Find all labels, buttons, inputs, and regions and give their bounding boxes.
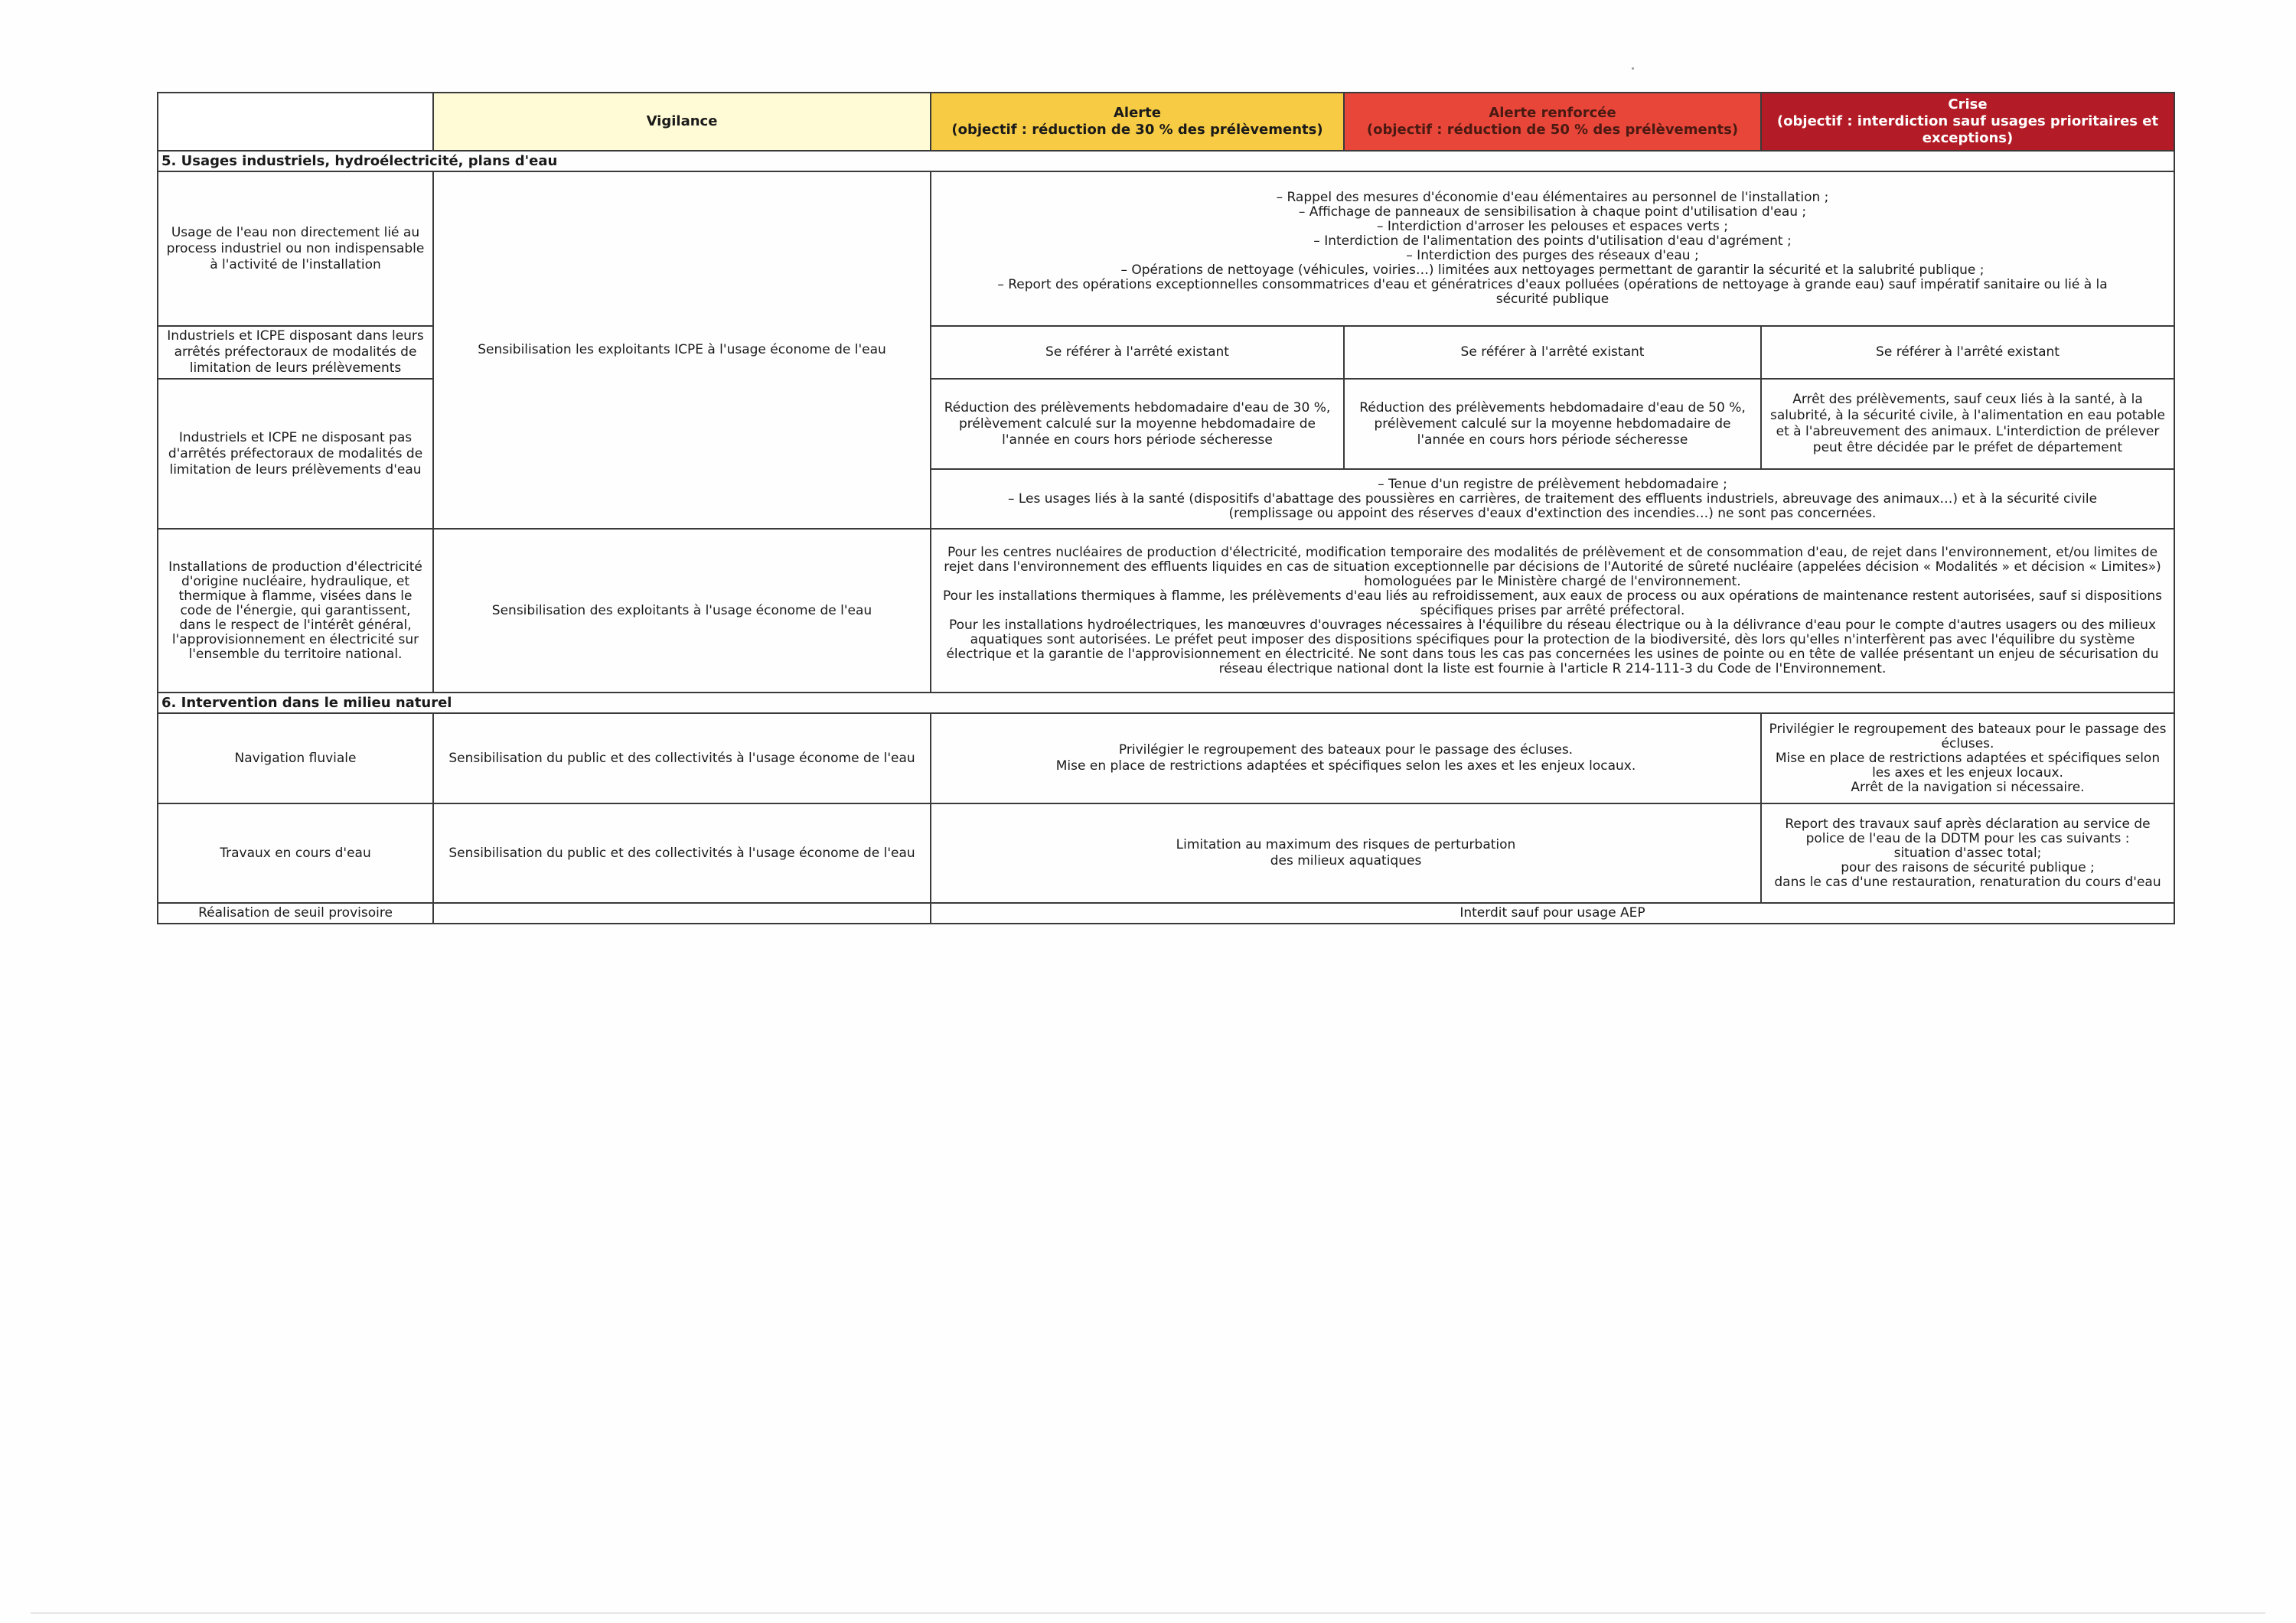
- measures-cell: [931, 171, 2174, 326]
- header-alerte-renforcee: [1344, 93, 1761, 151]
- crise-cell: Arrêt des prélèvements, sauf ceux liés à la santé, à la salubrité, à la sécurité civile, à l'alimentation en eau potable et à l'abreuvement des animaux. L'interdiction de prélever peut être décidée par le préfet de département: [1761, 379, 2174, 469]
- section-title-row: [158, 151, 2174, 171]
- header-usage: [158, 93, 433, 151]
- alerte-combined-cell: [931, 803, 1761, 903]
- alerte-cell: Réduction des prélèvements hebdomadaire d'eau de 30 %, prélèvement calculé sur la moyenne hebdomadaire de l'année en cours hors période sécheresse: [931, 379, 1344, 469]
- measure-line: – Report des opérations exceptionnelles consommatrices d'eau et génératrices d'eaux polluées (opérations de nettoyage à grande eau) sauf impératif sanitaire ou lié à la: [997, 277, 2108, 292]
- measure-line: – Interdiction des purges des réseaux d'eau ;: [1406, 248, 1699, 263]
- measure-line: (remplissage ou appoint des réserves d'eaux d'extinction des incendies…) ne sont pas concernées.: [1228, 505, 1877, 521]
- measure-line: Privilégier le regroupement des bateaux pour le passage des écluses.: [1118, 742, 1574, 758]
- measure-line: – Interdiction de l'alimentation des points d'utilisation d'eau d'agrément ;: [1313, 233, 1792, 249]
- alerte-renforcee-cell: Réduction des prélèvements hebdomadaire d'eau de 50 %, prélèvement calculé sur la moyenne hebdomadaire de l'année en cours hors période sécheresse: [1344, 379, 1761, 469]
- measure-paragraph: Pour les centres nucléaires de production d'électricité, modification temporaire des modalités de prélèvement et de consommation d'eau, de rejet dans l'environnement, et/ou limites de rejet dans l'environnement des effluents liquides en cas de situation exceptionnelle par décisions de l'Autorité de sûreté nucléaire (appelées décision « Modalités » et décision « Limites») homologuées par le Ministère chargé de l'environnement.: [944, 544, 2161, 589]
- crise-cell: [1761, 803, 2174, 903]
- measures-cell: [931, 529, 2174, 693]
- usage-cell: Navigation fluviale: [158, 713, 433, 803]
- measure-line: – Les usages liés à la santé (dispositifs d'abattage des poussières en carrières, de traitement des effluents industriels, abreuvage des animaux…) et à la sécurité civile: [1007, 490, 2098, 507]
- restriction-measures-table: [157, 92, 2175, 924]
- measure-paragraph: Pour les installations hydroélectriques, les manœuvres d'ouvrages nécessaires à l'équilibre du réseau électrique ou à la délivrance d'eau pour le compte d'autres usagers ou des milieux aquatiques sont autorisées. Le préfet peut imposer des dispositions spécifiques pour la protection de la biodiversité, dès lors qu'elles n'interfèrent pas avec l'équilibre du système électrique et la garantie de l'approvisionnement en électricité. Ne sont dans tous les cas pas concernées les usines de pointe ou en tête de vallée présentant un enjeu de sécurisation du réseau électrique national dont la liste est fournie à l'article R 214-111-3 du Code de l'Environnement.: [946, 617, 2159, 676]
- measure-line: Mise en place de restrictions adaptées et spécifiques selon les axes et les enjeux locaux.: [1055, 758, 1636, 774]
- common-measures-cell: [931, 469, 2174, 529]
- crise-cell: Se référer à l'arrêté existant: [1761, 326, 2174, 379]
- header-crise-objective-2: exceptions): [1922, 130, 2014, 146]
- vigilance-cell: Sensibilisation du public et des collectivités à l'usage économe de l'eau: [433, 713, 931, 803]
- scan-edge: [31, 1612, 2265, 1614]
- section-title: 6. Intervention dans le milieu naturel: [158, 693, 2174, 713]
- header-alerte-renforcee-objective: (objectif : réduction de 50 % des prélèvements): [1366, 122, 1739, 138]
- table-row: [158, 529, 2174, 693]
- header-crise-objective: (objectif : interdiction sauf usages prioritaires et: [1776, 113, 2159, 129]
- section-title-row: [158, 693, 2174, 713]
- table-row: [158, 903, 2174, 924]
- vigilance-cell: Sensibilisation des exploitants à l'usage économe de l'eau: [433, 529, 931, 693]
- table-row: [158, 171, 2174, 326]
- scan-speck: [1632, 67, 1634, 70]
- header-crise: [1761, 93, 2174, 151]
- measure-line: pour des raisons de sécurité publique ;: [1841, 859, 2095, 875]
- measure-line: – Tenue d'un registre de prélèvement hebdomadaire ;: [1378, 476, 1727, 492]
- usage-cell: Installations de production d'électricité d'origine nucléaire, hydraulique, et thermique à flamme, visées dans le code de l'énergie, qui garantissent, dans le respect de l'intérêt général, l'approvisionnement en électricité sur l'ensemble du territoire national.: [158, 529, 433, 693]
- measure-line: Mise en place de restrictions adaptées et spécifiques selon les axes et les enjeux locaux.: [1775, 750, 2161, 781]
- vigilance-cell: Sensibilisation du public et des collectivités à l'usage économe de l'eau: [433, 803, 931, 903]
- header-alerte: [931, 93, 1344, 151]
- table-row: [158, 713, 2174, 803]
- usage-cell: Industriels et ICPE disposant dans leurs arrêtés préfectoraux de modalités de limitation de leurs prélèvements: [158, 326, 433, 379]
- measure-line: sécurité publique: [1495, 292, 1609, 307]
- measure-cell: Interdit sauf pour usage AEP: [931, 903, 2174, 924]
- header-alerte-objective: (objectif : réduction de 30 % des prélèvements): [951, 122, 1323, 138]
- header-crise-title: Crise: [1948, 96, 1988, 112]
- header-alerte-title: Alerte: [1114, 105, 1161, 121]
- alerte-combined-cell: [931, 713, 1761, 803]
- measure-line: Report des travaux sauf après déclaration au service de police de l'eau de la DDTM pour les cas suivants :: [1785, 816, 2151, 846]
- usage-cell: Réalisation de seuil provisoire: [158, 903, 433, 924]
- table-row: [158, 803, 2174, 903]
- measure-line: – Opérations de nettoyage (véhicules, voiries…) limitées aux nettoyages permettant de garantir la sécurité et la salubrité publique ;: [1120, 262, 1985, 278]
- measure-line: dans le cas d'une restauration, renaturation du cours d'eau: [1774, 874, 2161, 890]
- usage-cell: Usage de l'eau non directement lié au process industriel ou non indispensable à l'activité de l'installation: [158, 171, 433, 326]
- section-title: 5. Usages industriels, hydroélectricité, plans d'eau: [158, 151, 2174, 171]
- crise-cell: [1761, 713, 2174, 803]
- measure-line: situation d'assec total;: [1893, 845, 2042, 861]
- measure-line: des milieux aquatiques: [1270, 853, 1422, 869]
- header-row: [158, 93, 2174, 151]
- vigilance-cell: [433, 903, 931, 924]
- measure-line: Arrêt de la navigation si nécessaire.: [1851, 779, 2085, 795]
- header-vigilance: Vigilance: [433, 93, 931, 151]
- header-alerte-renforcee-title: Alerte renforcée: [1489, 105, 1616, 121]
- measure-line: – Rappel des mesures d'économie d'eau élémentaires au personnel de l'installation ;: [1276, 190, 1829, 205]
- alerte-cell: Se référer à l'arrêté existant: [931, 326, 1344, 379]
- measure-line: Privilégier le regroupement des bateaux pour le passage des écluses.: [1769, 721, 2167, 751]
- usage-cell: Travaux en cours d'eau: [158, 803, 433, 903]
- measure-line: – Affichage de panneaux de sensibilisation à chaque point d'utilisation d'eau ;: [1298, 204, 1807, 220]
- usage-cell: Industriels et ICPE ne disposant pas d'arrêtés préfectoraux de modalités de limitation de leurs prélèvements d'eau: [158, 379, 433, 529]
- measure-line: – Interdiction d'arroser les pelouses et espaces verts ;: [1376, 219, 1729, 234]
- alerte-renforcee-cell: Se référer à l'arrêté existant: [1344, 326, 1761, 379]
- measure-line: Limitation au maximum des risques de perturbation: [1176, 837, 1516, 852]
- vigilance-cell: Sensibilisation les exploitants ICPE à l'usage économe de l'eau: [433, 171, 931, 529]
- measure-paragraph: Pour les installations thermiques à flamme, les prélèvements d'eau liés au refroidissement, aux eaux de process ou aux opérations de maintenance restent autorisées, sauf si dispositions spécifiques prises par arrêté préfectoral.: [942, 588, 2163, 618]
